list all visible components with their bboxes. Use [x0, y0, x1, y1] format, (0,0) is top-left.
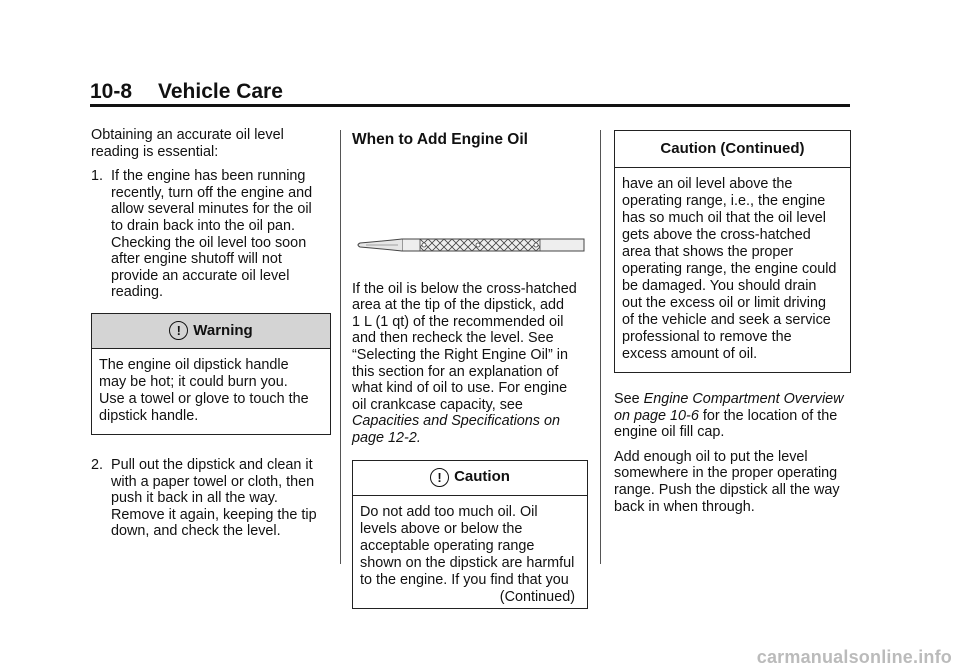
text-line: out the excess oil or limit driving [622, 295, 826, 311]
warning-header [92, 314, 330, 349]
caution-continued-box [614, 130, 851, 373]
text-line: The engine oil dipstick handle [99, 356, 289, 373]
text-line: of the vehicle and seek a service [622, 312, 831, 328]
column-2 [352, 130, 588, 609]
column-divider [340, 130, 341, 564]
see-paragraph [614, 391, 851, 441]
text-line: may be hot; it could burn you. [99, 373, 288, 390]
text-line: back in when through. [614, 498, 755, 515]
column-divider [600, 130, 601, 564]
step-number: 1. [91, 168, 104, 185]
text-line: oil crankcase capacity, see [352, 396, 523, 413]
cross-reference[interactable]: page 12-2 [352, 429, 417, 446]
caution-body [353, 496, 587, 608]
add-oil-paragraph [614, 449, 851, 515]
text-period: . [416, 429, 421, 446]
text-line: professional to remove the [622, 329, 792, 345]
text-line: after engine shutoff will not [111, 251, 282, 268]
column-3 [614, 130, 851, 523]
dipstick-illustration [352, 163, 588, 275]
page-header [90, 80, 850, 104]
caution-title: Caution [454, 468, 510, 486]
text-line: has so much oil that the oil level [622, 210, 826, 226]
text-line: somewhere in the proper operating [614, 465, 838, 482]
caution-box [352, 460, 588, 609]
warning-icon: ! [169, 321, 188, 340]
text-line: with a paper towel or cloth, then [111, 473, 315, 490]
text-line: provide an accurate oil level [111, 267, 290, 284]
text-line: recently, turn off the engine and [111, 184, 313, 201]
text-line: engine oil fill cap. [614, 424, 725, 441]
text-line: Checking the oil level too soon [111, 234, 307, 251]
text-line: to the engine. If you find that you [360, 571, 569, 588]
text-line: shown on the dipstick are harmful [360, 554, 575, 571]
text-line: area at the tip of the dipstick, add [352, 297, 564, 314]
step-2 [91, 457, 331, 540]
text-line: levels above or below the [360, 520, 523, 537]
text-line: this section for an explanation of [352, 363, 559, 380]
step-text [111, 457, 331, 540]
step-1 [91, 168, 331, 301]
text-line: gets above the cross-hatched [622, 227, 811, 243]
text-line: reading is essential: [91, 143, 219, 160]
text-line: Do not add too much oil. Oil [360, 503, 538, 520]
text-line: operating range, i.e., the engine [622, 193, 826, 209]
caution-header [353, 461, 587, 496]
warning-body [92, 349, 330, 434]
text-line: “Selecting the Right Engine Oil” in [352, 346, 568, 363]
text-line: range. Push the dipstick all the way [614, 481, 840, 498]
text-line: excess amount of oil. [622, 346, 758, 362]
text-line: allow several minutes for the oil [111, 201, 312, 218]
header-rule [90, 104, 850, 107]
caution-continued-title: Caution (Continued) [660, 139, 805, 157]
warning-title: Warning [193, 321, 253, 339]
column-1 [91, 127, 331, 548]
text-line: dipstick handle. [99, 407, 199, 424]
text-line: If the engine has been running [111, 168, 306, 185]
text-line: Obtaining an accurate oil level [91, 127, 284, 143]
intro-paragraph [91, 127, 331, 160]
text-line: Pull out the dipstick and clean it [111, 456, 313, 473]
text-line: acceptable operating range [360, 537, 535, 554]
text-line: operating range, the engine could [622, 261, 837, 277]
text-line: Use a towel or glove to touch the [99, 390, 309, 407]
text-line: to drain back into the oil pan. [111, 217, 296, 234]
text-line: Add enough oil to put the level [614, 448, 808, 465]
page-title: Vehicle Care [158, 80, 283, 103]
caution-continued-header [615, 131, 850, 168]
text-line: have an oil level above the [622, 176, 793, 192]
continued-label: (Continued) [499, 588, 575, 605]
dipstick-icon [352, 163, 588, 275]
text-line: and then recheck the level. See [352, 330, 554, 347]
caution-continued-body [615, 168, 850, 372]
text-span: See [614, 391, 644, 407]
cross-reference[interactable]: on page 10-6 [614, 407, 699, 424]
text-line: what kind of oil to use. For engine [352, 380, 568, 397]
oil-paragraph [352, 281, 588, 447]
text-line: be damaged. You should drain [622, 278, 817, 294]
text-line: Remove it again, keeping the tip [111, 506, 317, 523]
cross-reference[interactable]: Capacities and Specifications on [352, 413, 560, 430]
text-line: reading. [111, 284, 164, 301]
text-line: If the oil is below the cross-hatched [352, 280, 577, 297]
watermark: carmanualsonline.info [756, 647, 952, 667]
page-number: 10-8 [90, 80, 133, 103]
caution-icon: ! [430, 468, 449, 487]
step-text [111, 168, 331, 301]
text-line: area that shows the proper [622, 244, 794, 260]
text-line: 1 L (1 qt) of the recommended oil [352, 313, 564, 330]
section-heading: When to Add Engine Oil [352, 131, 528, 148]
text-line: down, and check the level. [111, 523, 281, 540]
text-line: push it back in all the way. [111, 490, 278, 507]
text-span: for the location of the [698, 407, 838, 424]
step-number: 2. [91, 456, 104, 473]
warning-box [91, 313, 331, 435]
cross-reference[interactable]: Engine Compartment Overview [643, 391, 844, 407]
